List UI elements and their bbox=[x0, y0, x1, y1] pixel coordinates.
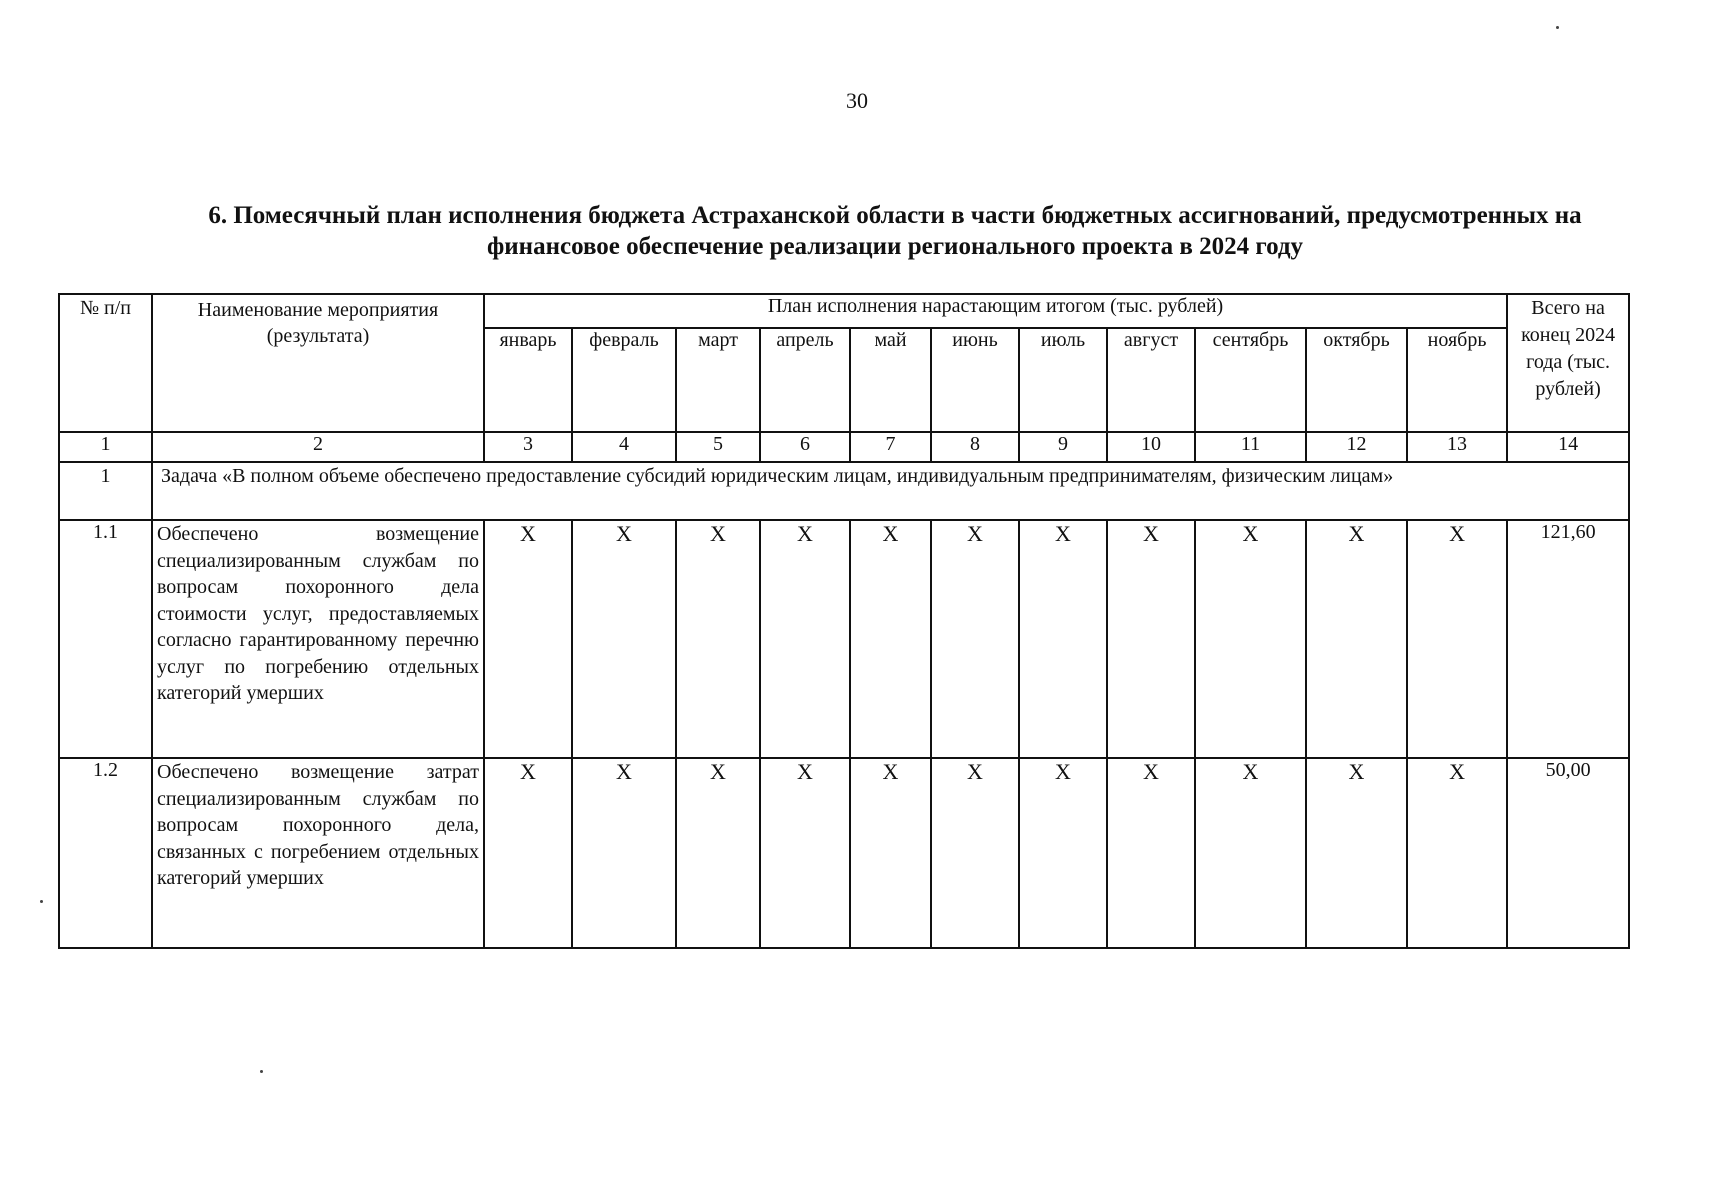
month-value: X bbox=[760, 758, 850, 948]
scan-speck bbox=[260, 1070, 263, 1073]
column-index: 7 bbox=[850, 432, 931, 462]
month-value: X bbox=[931, 520, 1019, 758]
month-value: X bbox=[850, 520, 931, 758]
column-index: 2 bbox=[152, 432, 484, 462]
header-month: октябрь bbox=[1306, 328, 1407, 432]
column-index: 11 bbox=[1195, 432, 1306, 462]
document-title-line-1: 6. Помесячный план исполнения бюджета Астраханской области в части бюджетных ассигнований, предусмотренных на bbox=[208, 202, 1582, 229]
month-value: X bbox=[484, 758, 572, 948]
page-number: 30 bbox=[846, 88, 868, 113]
header-total: Всего на конец 2024 года (тыс. рублей) bbox=[1507, 294, 1629, 432]
month-value: X bbox=[676, 758, 760, 948]
header-month: февраль bbox=[572, 328, 676, 432]
header-month: январь bbox=[484, 328, 572, 432]
month-value: X bbox=[572, 520, 676, 758]
month-value: X bbox=[1107, 758, 1195, 948]
column-index: 10 bbox=[1107, 432, 1195, 462]
month-value: X bbox=[572, 758, 676, 948]
month-value: X bbox=[1195, 520, 1306, 758]
month-value: X bbox=[931, 758, 1019, 948]
row-num: 1.2 bbox=[59, 758, 152, 948]
month-value: X bbox=[1107, 520, 1195, 758]
month-value: X bbox=[1195, 758, 1306, 948]
row-total: 121,60 bbox=[1507, 520, 1629, 758]
month-value: X bbox=[1019, 520, 1107, 758]
column-index: 8 bbox=[931, 432, 1019, 462]
header-month: ноябрь bbox=[1407, 328, 1507, 432]
row-name: Обеспечено возмещение затрат специализированным службам по вопросам похоронного дела, связанных с погребением отдельных категорий умерших bbox=[152, 758, 484, 948]
column-index: 3 bbox=[484, 432, 572, 462]
document-title-line-2: финансовое обеспечение реализации регионального проекта в 2024 году bbox=[486, 233, 1304, 260]
row-total: 50,00 bbox=[1507, 758, 1629, 948]
column-index: 1 bbox=[59, 432, 152, 462]
table-row bbox=[59, 520, 1629, 758]
row-num: 1.1 bbox=[59, 520, 152, 758]
header-plan-group: План исполнения нарастающим итогом (тыс. рублей) bbox=[484, 294, 1507, 328]
month-value: X bbox=[1019, 758, 1107, 948]
column-index: 4 bbox=[572, 432, 676, 462]
header-month: сентябрь bbox=[1195, 328, 1306, 432]
month-value: X bbox=[676, 520, 760, 758]
header-name: Наименование мероприятия (результата) bbox=[152, 294, 484, 432]
row-name: Обеспечено возмещение специализированным службам по вопросам похоронного дела стоимости услуг, предоставляемых согласно гарантированному перечню услуг по погребению отдельных категорий умерших bbox=[152, 520, 484, 758]
column-index: 6 bbox=[760, 432, 850, 462]
scan-speck bbox=[1556, 26, 1559, 29]
month-value: X bbox=[1306, 758, 1407, 948]
header-num: № п/п bbox=[59, 294, 152, 432]
task-num: 1 bbox=[59, 462, 152, 520]
month-value: X bbox=[850, 758, 931, 948]
month-value: X bbox=[1407, 758, 1507, 948]
month-value: X bbox=[1306, 520, 1407, 758]
column-index: 12 bbox=[1306, 432, 1407, 462]
column-index: 14 bbox=[1507, 432, 1629, 462]
scan-speck bbox=[40, 900, 43, 903]
month-value: X bbox=[760, 520, 850, 758]
month-value: X bbox=[1407, 520, 1507, 758]
header-month: май bbox=[850, 328, 931, 432]
column-index: 13 bbox=[1407, 432, 1507, 462]
header-month: август bbox=[1107, 328, 1195, 432]
header-month: март bbox=[676, 328, 760, 432]
header-month: июль bbox=[1019, 328, 1107, 432]
header-month: июнь bbox=[931, 328, 1019, 432]
column-index: 5 bbox=[676, 432, 760, 462]
month-value: X bbox=[484, 520, 572, 758]
budget-plan-table bbox=[58, 293, 1630, 949]
header-month: апрель bbox=[760, 328, 850, 432]
document-title bbox=[120, 200, 1670, 262]
column-index: 9 bbox=[1019, 432, 1107, 462]
task-text: Задача «В полном объеме обеспечено предоставление субсидий юридическим лицам, индивидуальным предпринимателям, физическим лицам» bbox=[152, 462, 1629, 520]
table-row bbox=[59, 758, 1629, 948]
